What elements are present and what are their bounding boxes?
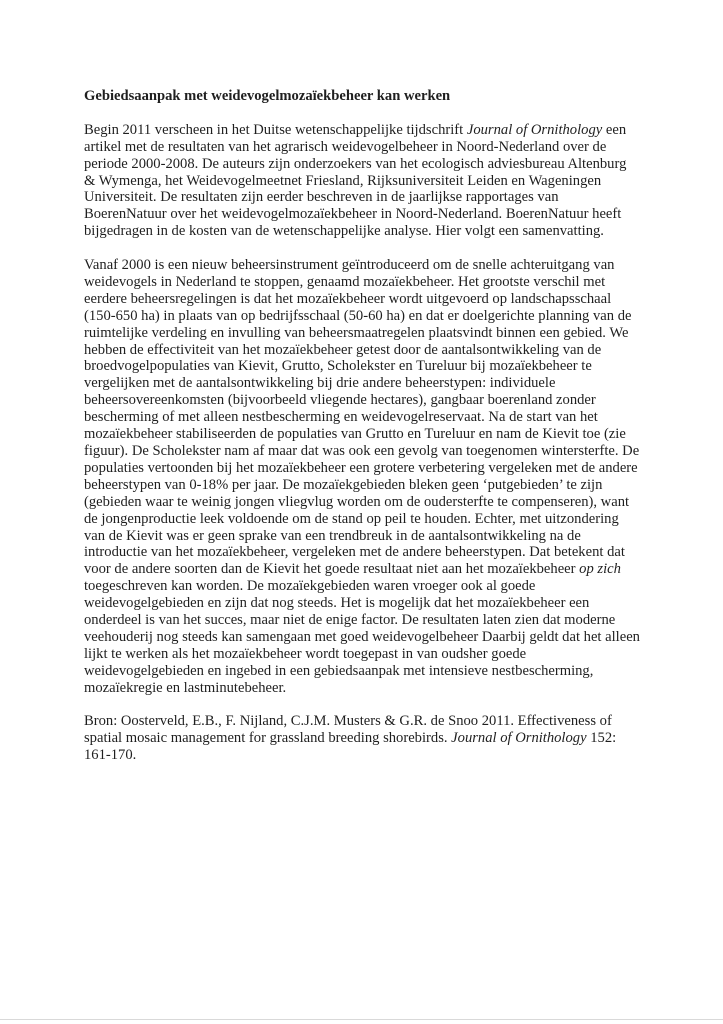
text-run: Bron: Oosterveld, E.B., F. Nijland, C.J.M. Musters & G.R. de Snoo 2011. Effectiveness of spatial mosaic management for grassland breeding shorebirds.	[84, 713, 612, 747]
text-run: Begin 2011 verscheen in het Duitse wetenschappelijke tijdschrift	[84, 121, 467, 138]
paragraph-3	[84, 713, 641, 764]
document-content	[84, 88, 641, 764]
italic-text-run: op zich	[579, 561, 621, 578]
document-body	[84, 122, 641, 764]
document-title: Gebiedsaanpak met weidevogelmozaïekbeheer kan werken	[84, 88, 451, 104]
italic-text-run: Journal of Ornithology	[451, 730, 587, 747]
text-run: toegeschreven kan worden. De mozaïekgebieden waren vroeger ook al goede weidevogelgebieden en zijn dat nog steeds. Het is mogelijk dat het mozaïekbeheer een onderdeel is van het succes, maar niet de enige factor. De resultaten laten zien dat moderne veehouderij nog steeds kan samengaan met goed weidevogelbeheer Daarbij geldt dat het alleen lijkt te werken als het mozaïekbeheer wordt toegepast in van oudsher goede weidevogelgebieden en ingebed in een gebiedsaanpak met intensieve nestbescherming, mozaïekregie en lastminutebeheer.	[84, 578, 640, 696]
italic-text-run: Journal of Ornithology	[466, 121, 603, 138]
paragraph-1	[84, 122, 641, 240]
text-run: 152: 161-170.	[84, 730, 617, 764]
page-bottom-edge	[0, 1019, 723, 1020]
paragraph-2	[84, 257, 641, 697]
text-run: Vanaf 2000 is een nieuw beheersinstrument geïntroduceerd om de snelle achteruitgang van weidevogels in Nederland te stoppen, genaamd mozaïekbeheer. Het grootste verschil met eerdere beheersregelingen is dat het mozaïekbeheer wordt uitgevoerd op landschapsschaal (150-650 ha) in plaats van op bedrijfsschaal (50-60 ha) en dat er doelgerichte planning van de ruimtelijke verdeling en invulling van beheersmaatregelen plaatsvindt binnen een gebied. We hebben de effectiviteit van het mozaïekbeheer getest door de aantalsontwikkeling van de broedvogelpopulaties van Kievit, Grutto, Scholekster en Tureluur bij mozaïekbeheer te vergelijken met de aantalsontwikkeling bij drie andere beheerstypen: individuele beheersovereenkomsten (bijvoorbeeld vliegende hectares), gangbaar boerenland zonder bescherming of met alleen nestbescherming en weidevogelreservaat. Na de start van het mozaïekbeheer stabiliseerden de populaties van Grutto en Tureluur en nam de Kievit toe (zie figuur). De Scholekster nam af maar dat was ook een gevolg van toegenomen wintersterfte. De populaties vertoonden bij het mozaïekbeheer een grotere verbetering vergeleken met de andere beheerstypen van 0-18% per jaar. De mozaïekgebieden bleken geen ‘putgebieden’ te zijn (gebieden waar te weinig jongen vliegvlug worden om de oudersterfte te compenseren), want de jongenproductie leek voldoende om de stand op peil te houden. Echter, met uitzondering van de Kievit was er geen sprake van een trendbreuk in de aantalsontwikkeling na de introductie van het mozaïekbeheer, vergeleken met de andere beheerstypen. Dat betekent dat voor de andere soorten dan de Kievit het goede resultaat niet aan het mozaïekbeheer	[84, 257, 640, 578]
text-run: een artikel met de resultaten van het agrarisch weidevogelbeheer in Noord-Nederland over de periode 2000-2008. De auteurs zijn onderzoekers van het ecologisch adviesbureau Altenburg & Wymenga, het Weidevogelmeetnet Friesland, Rijksuniversiteit Leiden en Wageningen Universiteit. De resultaten zijn eerder beschreven in de jaarlijkse rapportages van BoerenNatuur over het weidevogelmozaïekbeheer in Noord-Nederland. BoerenNatuur heeft bijgedragen in de kosten van de wetenschappelijke analyse. Hier volgt een samenvatting.	[84, 121, 627, 240]
